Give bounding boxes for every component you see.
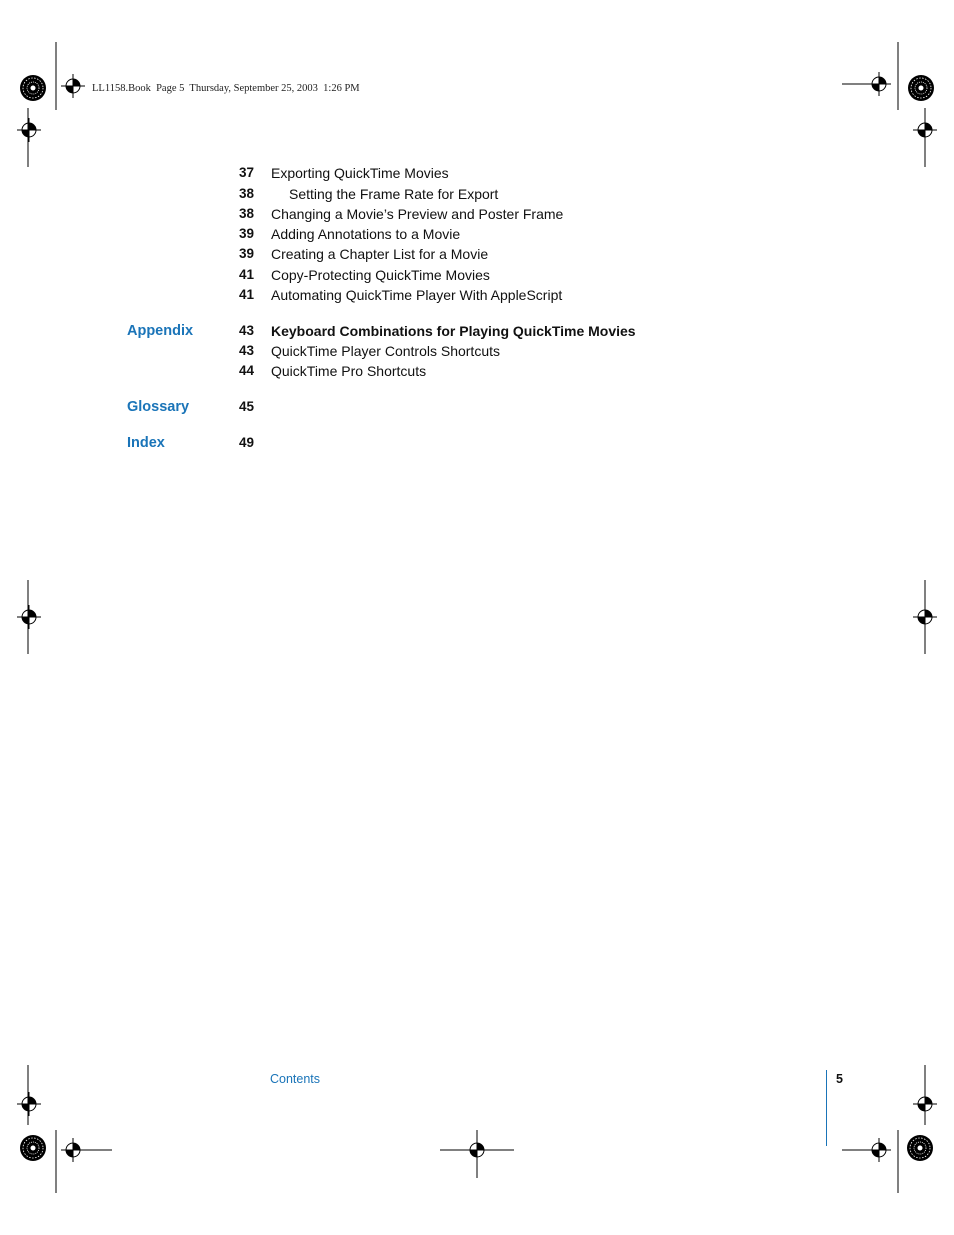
registration-mark-icon bbox=[17, 42, 85, 167]
toc-title: Copy-Protecting QuickTime Movies bbox=[271, 267, 490, 283]
toc-title: Adding Annotations to a Movie bbox=[271, 226, 461, 242]
toc-page-number: 41 bbox=[238, 287, 254, 302]
toc-page-number: 44 bbox=[238, 363, 254, 378]
toc-page-number: 37 bbox=[238, 165, 254, 180]
registration-mark-icon bbox=[842, 1065, 937, 1193]
toc-title: Keyboard Combinations for Playing QuickTime Movies bbox=[271, 323, 636, 339]
section-label-appendix[interactable]: Appendix bbox=[127, 323, 194, 339]
toc-title: QuickTime Player Controls Shortcuts bbox=[271, 343, 500, 359]
toc-page-number: 49 bbox=[238, 435, 254, 450]
registration-mark-icon bbox=[440, 1130, 514, 1178]
toc-page-number: 38 bbox=[238, 186, 254, 201]
toc-page-number: 41 bbox=[238, 267, 254, 282]
toc-title: Creating a Chapter List for a Movie bbox=[271, 246, 489, 262]
toc-page-number: 45 bbox=[238, 399, 254, 414]
footer-section-label: Contents bbox=[270, 1072, 321, 1086]
toc-page-number: 39 bbox=[238, 246, 254, 261]
toc-title: Automating QuickTime Player With AppleScript bbox=[271, 287, 563, 303]
page-number: 5 bbox=[836, 1072, 843, 1086]
registration-mark-icon bbox=[842, 42, 937, 167]
toc-page-number: 43 bbox=[238, 323, 254, 338]
toc-title: Changing a Movie’s Preview and Poster Frame bbox=[271, 206, 564, 222]
registration-mark-icon bbox=[17, 1065, 112, 1193]
section-label-index[interactable]: Index bbox=[127, 435, 165, 451]
print-slug: LL1158.Book Page 5 Thursday, September 25, 2003 1:26 PM bbox=[92, 83, 360, 94]
toc-title: QuickTime Pro Shortcuts bbox=[271, 363, 427, 379]
toc-title: Exporting QuickTime Movies bbox=[271, 165, 449, 181]
toc-page-number: 39 bbox=[238, 226, 254, 241]
toc-title: Setting the Frame Rate for Export bbox=[289, 186, 499, 202]
section-label-glossary[interactable]: Glossary bbox=[127, 399, 190, 415]
toc-page-number: 43 bbox=[238, 343, 254, 358]
toc-page-number: 38 bbox=[238, 206, 254, 221]
registration-mark-icon bbox=[17, 580, 937, 654]
footer-divider bbox=[826, 1070, 827, 1146]
